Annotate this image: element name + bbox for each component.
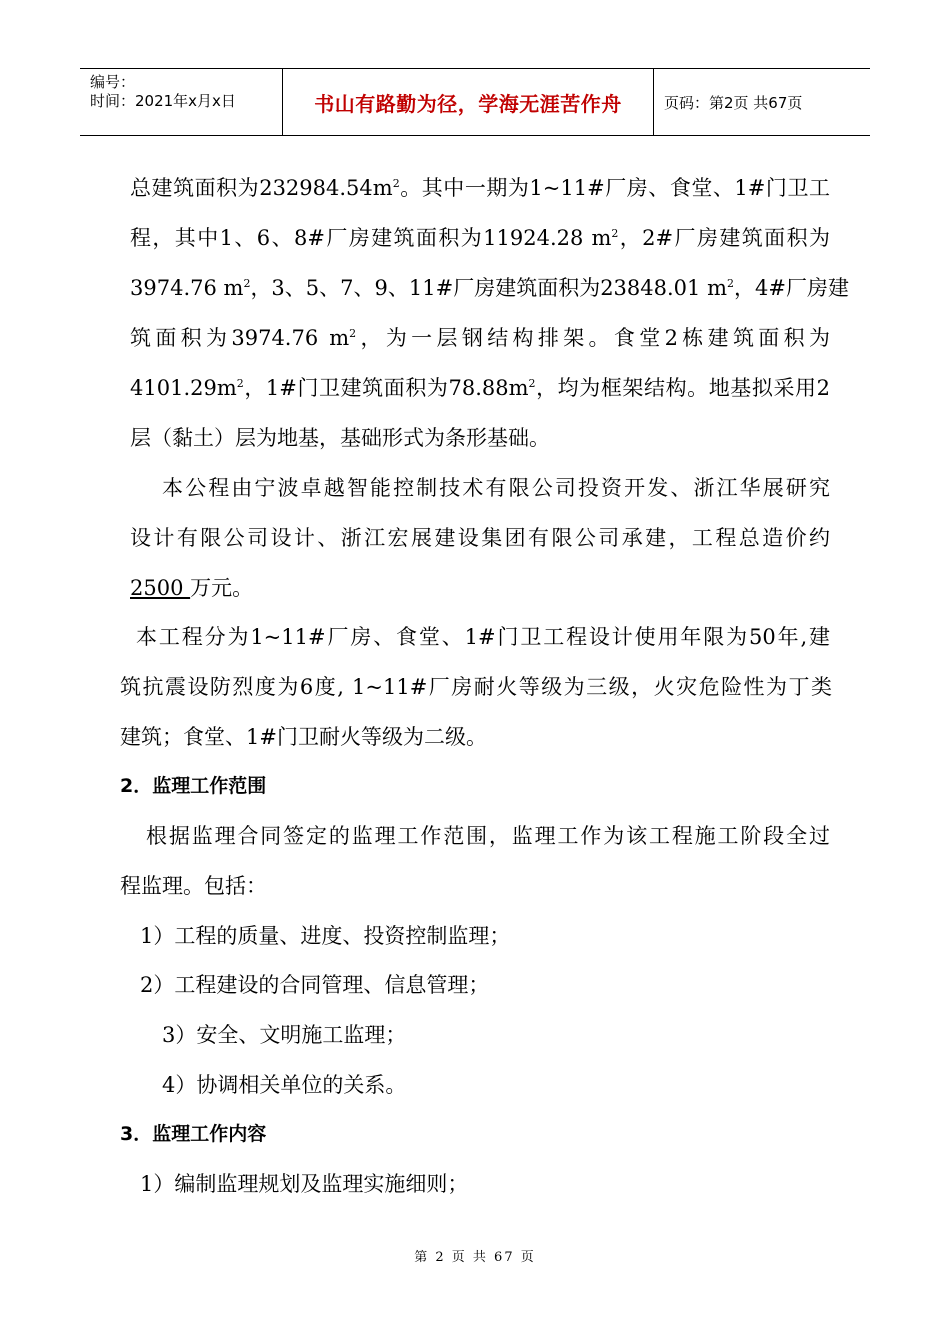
section-heading: 2．监理工作范围 — [120, 775, 267, 797]
document-date: 时间：2021年x月x日 — [90, 92, 236, 110]
list-item: 2）工程建设的合同管理、信息管理； — [140, 973, 490, 997]
list-item: 1）编制监理规划及监理实施细则； — [140, 1172, 469, 1196]
page-footer: 第 2 页 共 67 页 — [414, 1250, 536, 1265]
list-item: 1）工程的质量、进度、投资控制监理； — [140, 924, 511, 948]
paragraph-line: 建筑；食堂、1#门卫耐火等级为二级。 — [120, 725, 487, 749]
list-item: 4）协调相关单位的关系。 — [162, 1073, 407, 1097]
paragraph-line: 程，其中1、6、8#厂房建筑面积为11924.28 $m^2$，2#厂房建筑面积为 — [130, 226, 830, 250]
paragraph-line: 本工程分为1~11#厂房、食堂、1#门卫工程设计使用年限为50年,建 — [136, 625, 830, 649]
paragraph-line: 筑抗震设防烈度为6度, 1~11#厂房耐火等级为三级，火灾危险性为丁类 — [120, 675, 832, 699]
paragraph-line: 设计有限公司设计、浙江宏展建设集团有限公司承建，工程总造价约 — [130, 526, 830, 550]
paragraph-line: 3974.76 $m^2$，3、5、7、9、11#厂房建筑面积为23848.01 $m^2$，4#厂房建 — [130, 276, 849, 300]
document-number-label: 编号： — [90, 73, 136, 91]
paragraph-line: 根据监理合同签定的监理工作范围，监理工作为该工程施工阶段全过 — [146, 824, 830, 848]
list-item: 3）安全、文明施工监理； — [162, 1023, 407, 1047]
paragraph-line: 本公程由宁波卓越智能控制技术有限公司投资开发、浙江华展研究 — [162, 476, 830, 500]
cost-amount: 2500 — [130, 576, 191, 600]
paragraph-line: 层（黏土）层为地基，基础形式为条形基础。 — [130, 426, 550, 450]
paragraph-line: 总建筑面积为$232984.54m^2$。其中一期为1~11#厂房、食堂、1#门卫工 — [130, 176, 830, 200]
paragraph-line: 筑面积为3974.76 $m^2$，为一层钢结构排架。食堂2栋建筑面积为 — [130, 326, 830, 350]
paragraph-line: 2500 万元。 — [130, 576, 254, 600]
header-meta — [80, 69, 283, 135]
page-header — [80, 68, 870, 136]
header-page-info: 页码：第2页 共67页 — [664, 93, 803, 112]
paragraph-line: $4101.29m^2$，1#门卫建筑面积为$78.88m^2$，均为框架结构。地基拟采用2 — [130, 376, 830, 400]
section-heading: 3．监理工作内容 — [120, 1123, 267, 1145]
paragraph-line: 程监理。包括： — [120, 874, 267, 898]
header-motto: 书山有路勤为径，学海无涯苦作舟 — [283, 69, 654, 135]
